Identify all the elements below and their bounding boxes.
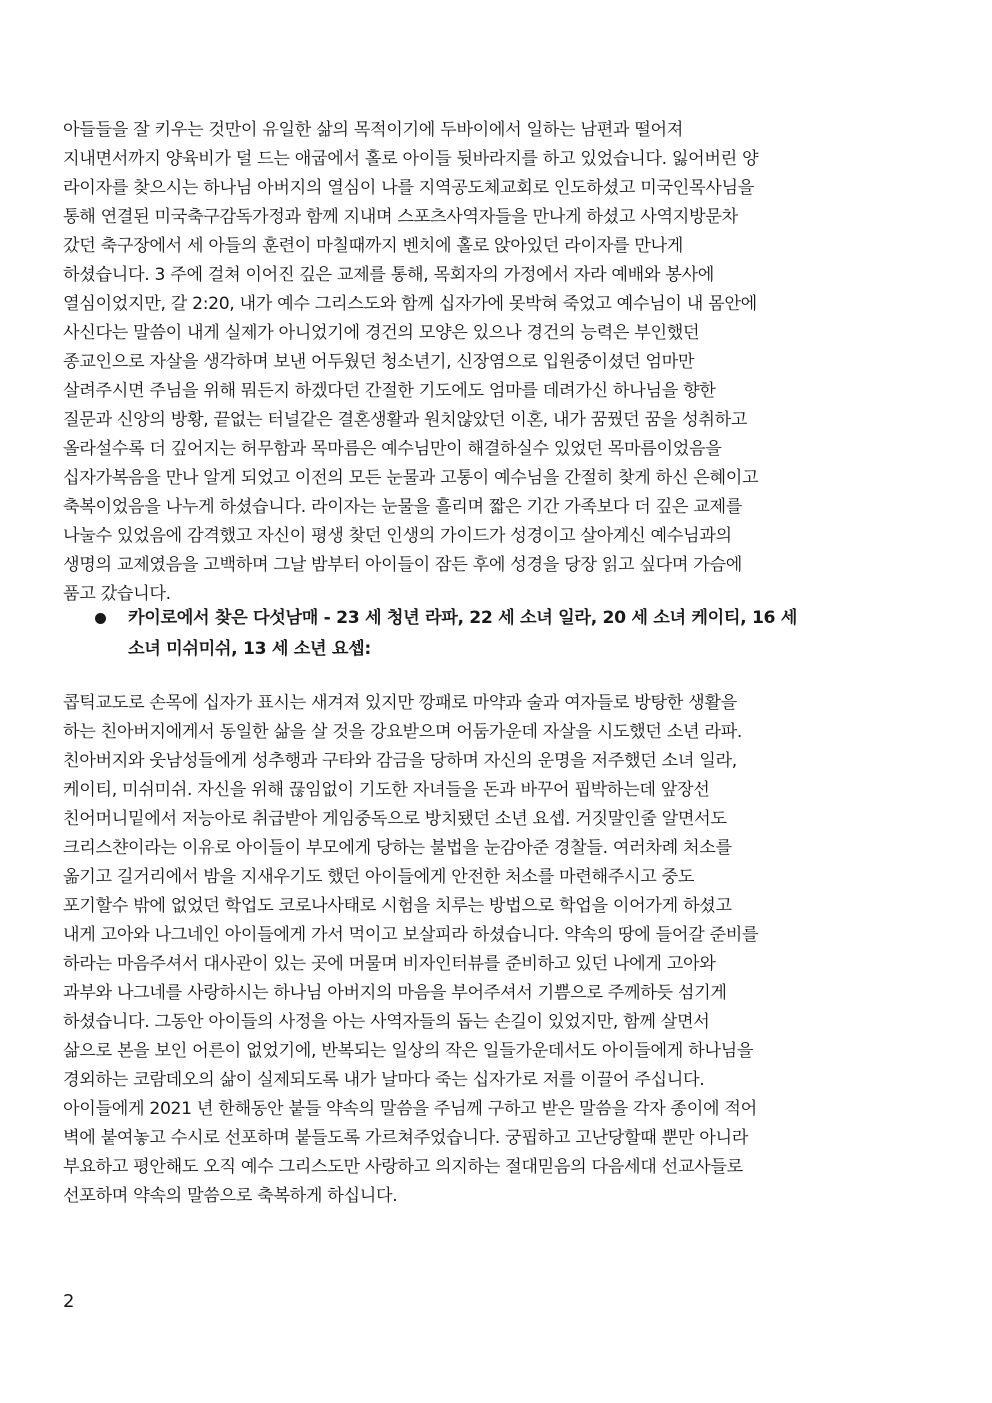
text-line: 아들들을 잘 키우는 것만이 유일한 삶의 목적이기에 두바이에서 일하는 남편과 떨어져: [63, 120, 683, 140]
page-number: 2: [63, 1291, 75, 1312]
bullet-line: 카이로에서 찾은 다섯남매 - 23 세 청년 라파, 22 세 소녀 일라, 20 세 소녀 케이티, 16 세: [128, 608, 798, 628]
text-line: 아이들에게 2021 년 한해동안 붙들 약속의 말씀을 주님께 구하고 받은 말씀을 각자 종이에 적어: [63, 1099, 757, 1119]
text-line: 친어머니밑에서 저능아로 취급받아 게임중독으로 방치됐던 소년 요셉. 거짓말인줄 알면서도: [63, 809, 727, 829]
text-line: 올라설수록 더 깊어지는 허무함과 목마름은 예수님만이 해결하실수 있었던 목마름이었음을: [63, 439, 722, 459]
text-line: 선포하며 약속의 말씀으로 축복하게 하십니다.: [63, 1186, 398, 1206]
text-line: 친아버지와 웃남성들에게 성추행과 구타와 감금을 당하며 자신의 운명을 저주했던 소녀 일라,: [63, 751, 737, 771]
text-line: 열심이었지만, 갈 2:20, 내가 예수 그리스도와 함께 십자가에 못박혀 죽었고 예수님이 내 몸안에: [63, 294, 757, 314]
bullet-icon: [95, 613, 106, 624]
text-line: 하는 친아버지에게서 동일한 삶을 살 것을 강요받으며 어둠가운데 자살을 시도했던 소년 라파.: [63, 722, 742, 742]
text-line: 내게 고아와 나그네인 아이들에게 가서 먹이고 보살피라 하셨습니다. 약속의 땅에 들어갈 준비를: [63, 925, 759, 945]
text-line: 콥틱교도로 손목에 십자가 표시는 새겨져 있지만 깡패로 마약과 술과 여자들로 방탕한 생활을: [63, 693, 737, 713]
text-line: 하셨습니다. 그동안 아이들의 사정을 아는 사역자들의 돕는 손길이 있었지만, 함께 살면서: [63, 1012, 710, 1032]
text-line: 옮기고 길거리에서 밤을 지새우기도 했던 아이들에게 안전한 처소를 마련해주시고 중도: [63, 867, 695, 887]
text-line: 경외하는 코람데오의 삶이 실제되도록 내가 날마다 죽는 십자가로 저를 이끌어 주십니다.: [63, 1070, 705, 1090]
text-line: 살려주시면 주님을 위해 뭐든지 하겠다던 간절한 기도에도 엄마를 데려가신 하나님을 향한: [63, 381, 716, 401]
bullet-line: 소녀 미쉬미쉬, 13 세 소년 요셉:: [128, 639, 371, 659]
text-line: 크리스챤이라는 이유로 아이들이 부모에게 당하는 불법을 눈감아준 경찰들. 여러차례 처소를: [63, 838, 732, 858]
text-line: 케이티, 미쉬미쉬. 자신을 위해 끊임없이 기도한 자녀들을 돈과 바꾸어 핍박하는데 앞장선: [63, 780, 710, 800]
text-line: 하라는 마음주셔서 대사관이 있는 곳에 머물며 비자인터뷰를 준비하고 있던 나에게 고아와: [63, 954, 716, 974]
paragraph-body-2: [63, 689, 913, 1211]
text-line: 질문과 신앙의 방황, 끝없는 터널같은 결혼생활과 원치않았던 이혼, 내가 꿈꿨던 꿈을 성취하고: [63, 410, 748, 430]
text-line: 축복이었음을 나누게 하셨습니다. 라이자는 눈물을 흘리며 짧은 기간 가족보다 더 깊은 교제를: [63, 497, 742, 517]
text-line: 삶으로 본을 보인 어른이 없었기에, 반복되는 일상의 작은 일들가운데서도 아이들에게 하나님을: [63, 1041, 754, 1061]
text-line: 종교인으로 자살을 생각하며 보낸 어두웠던 청소년기, 신장염으로 입원중이셨던 엄마만: [63, 352, 695, 372]
text-line: 갔던 축구장에서 세 아들의 훈련이 마칠때까지 벤치에 홀로 앉아있던 라이자를 만나게: [63, 236, 683, 256]
text-line: 품고 갔습니다.: [63, 584, 171, 604]
text-line: 생명의 교제였음을 고백하며 그날 밤부터 아이들이 잠든 후에 성경을 당장 읽고 싶다며 가슴에: [63, 555, 742, 575]
text-line: 나눌수 있었음에 감격했고 자신이 평생 찾던 인생의 가이드가 성경이고 살아계신 예수님과의: [63, 526, 732, 546]
text-line: 부요하고 평안해도 오직 예수 그리스도만 사랑하고 의지하는 절대믿음의 다음세대 선교사들로: [63, 1157, 743, 1177]
paragraph-body-1: [63, 116, 913, 609]
text-line: 포기할수 밖에 없었던 학업도 코로나사태로 시험을 치루는 방법으로 학업을 이어가게 하셨고: [63, 896, 732, 916]
bullet-heading-text: [128, 603, 918, 665]
text-line: 라이자를 찾으시는 하나님 아버지의 열심이 나를 지역공도체교회로 인도하셨고 미국인목사님을: [63, 178, 755, 198]
text-line: 과부와 나그네를 사랑하시는 하나님 아버지의 마음을 부어주셔서 기쁨으로 주께하듯 섬기게: [63, 983, 727, 1003]
text-line: 통해 연결된 미국축구감독가정과 함께 지내며 스포츠사역자들을 만나게 하셨고 사역지방문차: [63, 207, 738, 227]
text-line: 지내면서까지 양육비가 덜 드는 애굽에서 홀로 아이들 뒷바라지를 하고 있었습니다. 잃어버린 양: [63, 149, 759, 169]
text-line: 십자가복음을 만나 알게 되었고 이전의 모든 눈물과 고통이 예수님을 간절히 찾게 하신 은혜이고: [63, 468, 759, 488]
text-line: 사신다는 말씀이 내게 실제가 아니었기에 경건의 모양은 있으나 경건의 능력은 부인했던: [63, 323, 700, 343]
text-line: 벽에 붙여놓고 수시로 선포하며 붙들도록 가르쳐주었습니다. 궁핍하고 고난당할때 뿐만 아니라: [63, 1128, 749, 1148]
text-line: 하셨습니다. 3 주에 걸쳐 이어진 깊은 교제를 통해, 목회자의 가정에서 자라 예배와 봉사에: [63, 265, 715, 285]
